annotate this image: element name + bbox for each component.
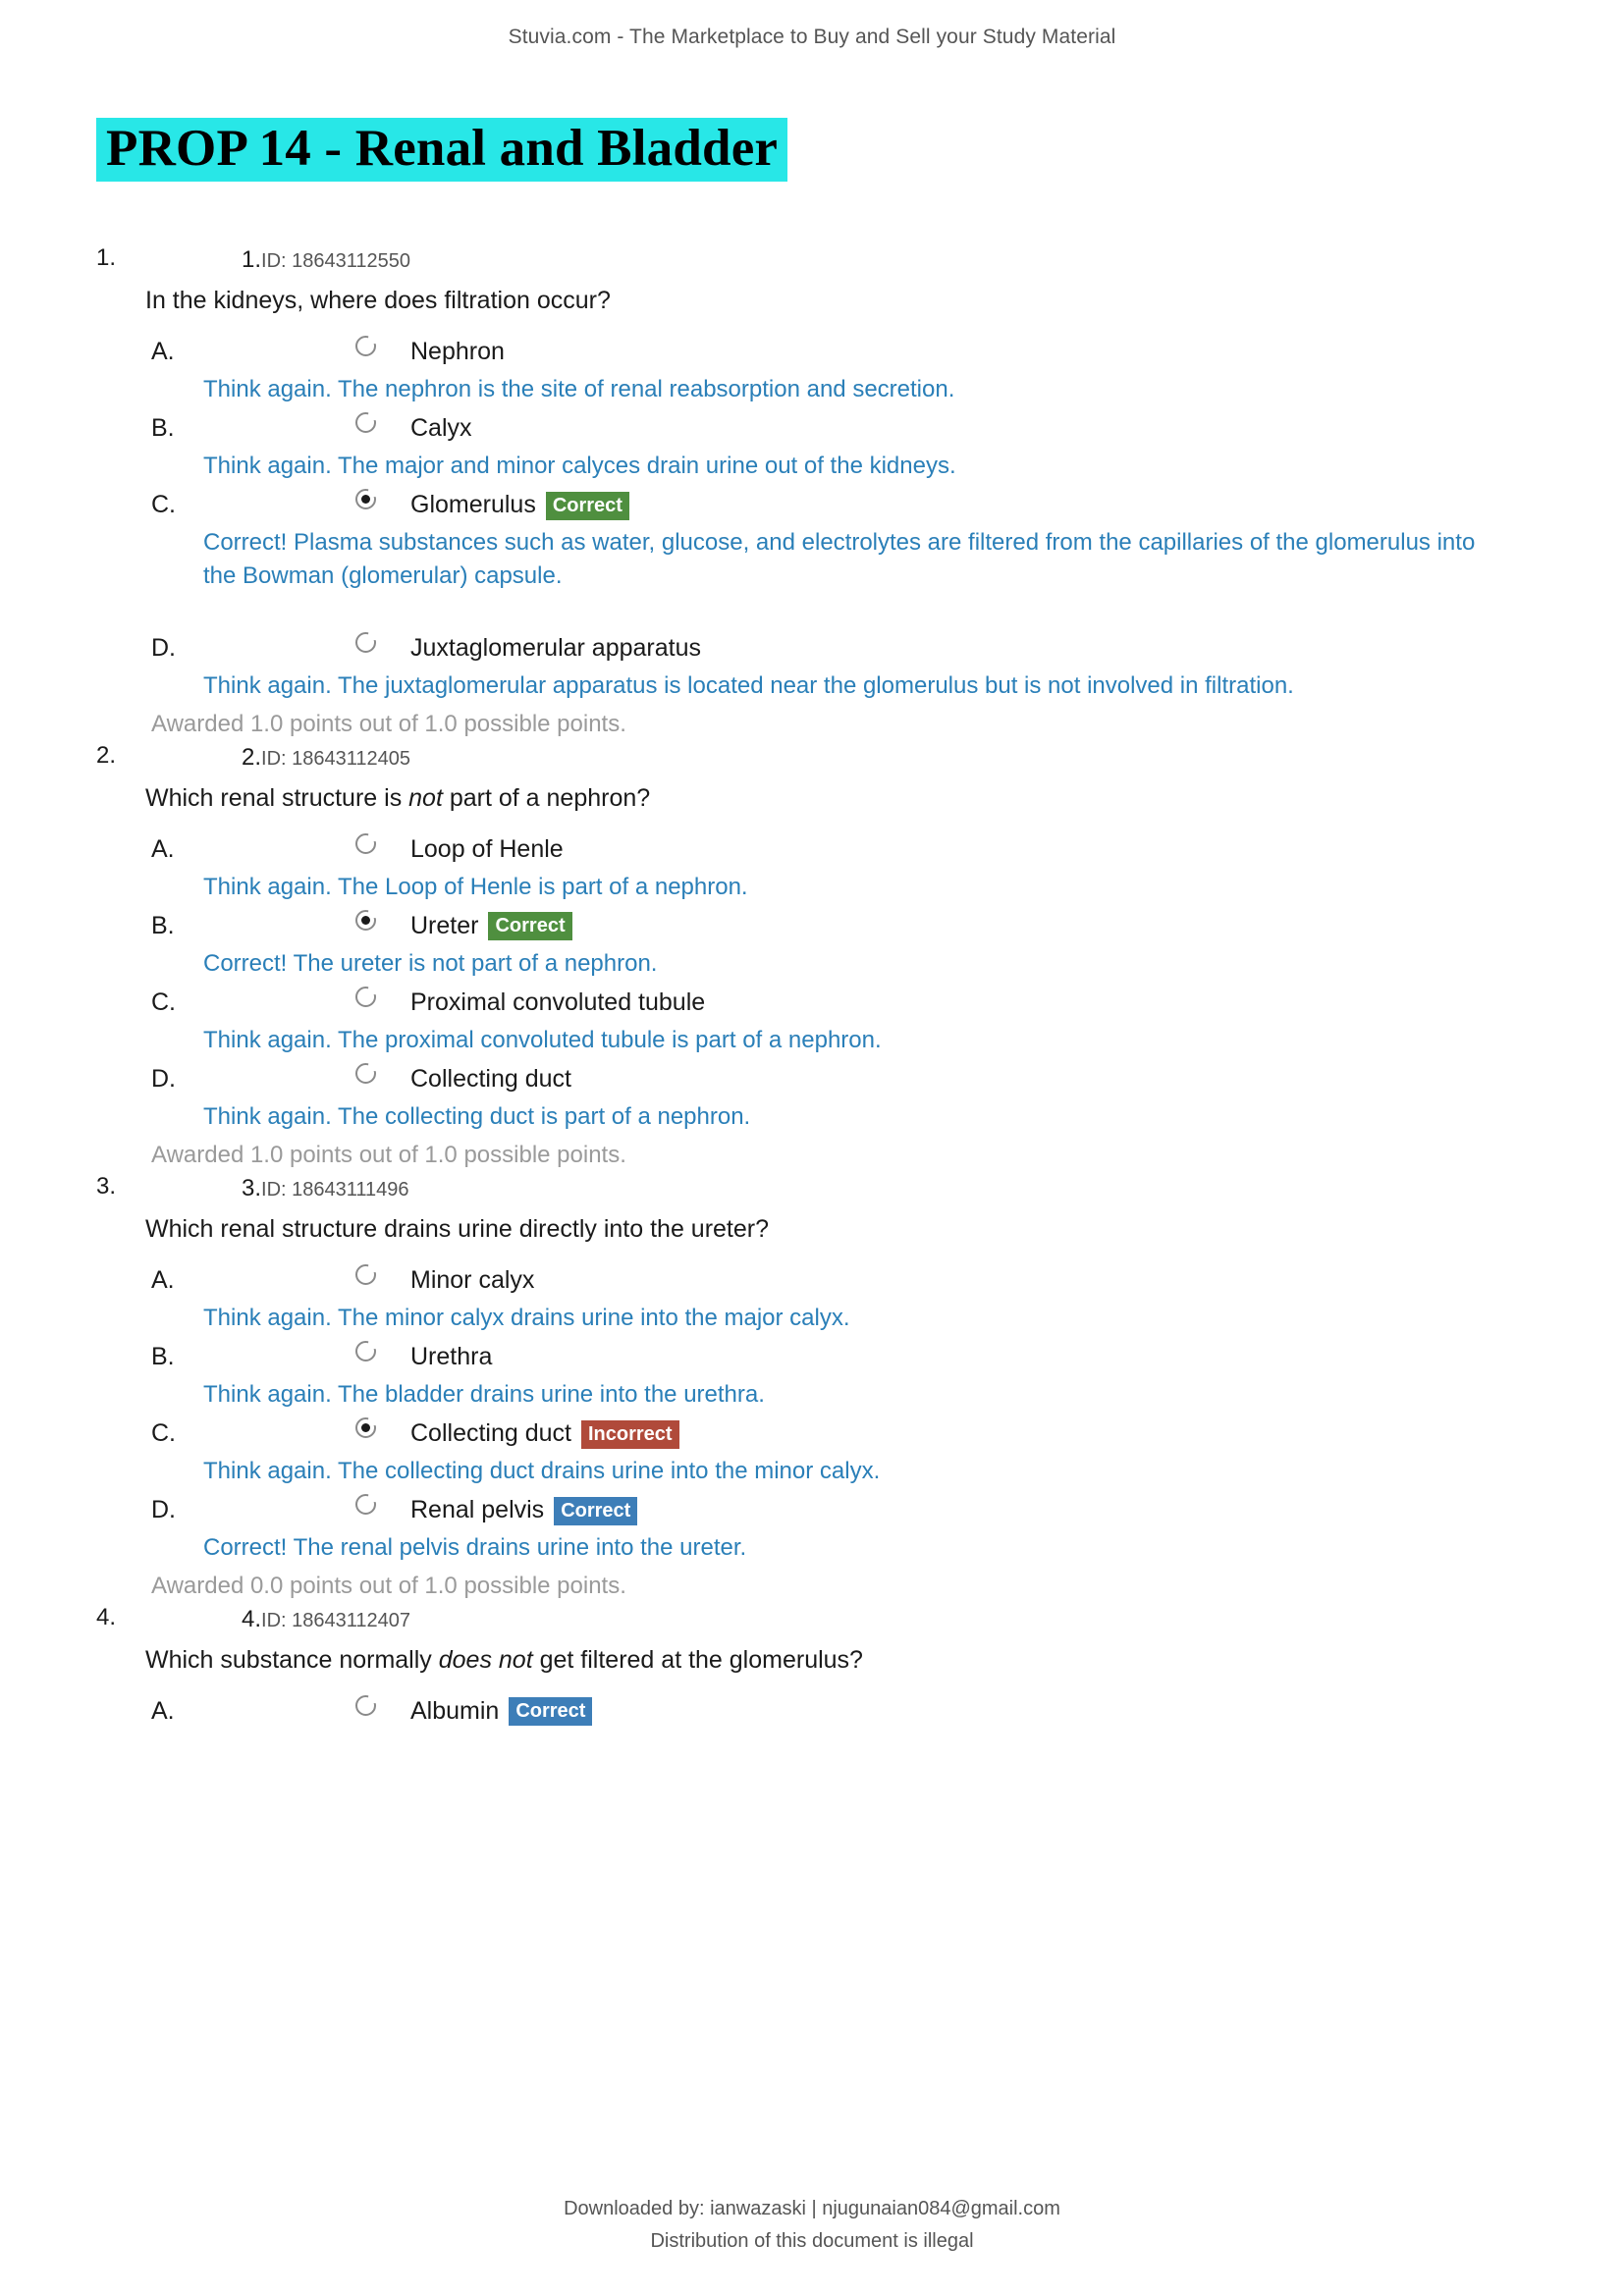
status-badge: Correct — [488, 912, 571, 940]
question-number: 4. — [242, 1606, 262, 1633]
question-id: ID: 18643111496 — [261, 1179, 409, 1201]
answer-row — [49, 330, 1526, 369]
answer-option[interactable] — [49, 981, 1526, 1020]
radio-button-icon[interactable] — [355, 833, 376, 854]
question-header — [49, 244, 1526, 276]
question-text-emphasis: does not — [438, 1645, 533, 1674]
answer-letter: D. — [151, 634, 176, 663]
answer-feedback: Correct! The renal pelvis drains urine into the ureter. — [203, 1534, 747, 1562]
answer-feedback: Think again. The nephron is the site of renal reabsorption and secretion. — [203, 376, 955, 402]
answer-letter: A. — [151, 835, 175, 864]
awarded-points: Awarded 1.0 points out of 1.0 possible points. — [151, 711, 626, 738]
question-text-post: get filtered at the glomerulus? — [532, 1645, 863, 1674]
answer-option[interactable] — [49, 1335, 1526, 1374]
answer-list — [49, 1689, 1526, 1729]
answer-feedback: Think again. The major and minor calyces drain urine out of the kidneys. — [203, 453, 956, 480]
answer-letter: B. — [151, 1343, 175, 1371]
status-badge: Correct — [546, 492, 629, 520]
answer-label: Glomerulus — [410, 491, 536, 519]
answer-letter: A. — [151, 1696, 175, 1725]
radio-button-icon[interactable] — [355, 1264, 376, 1285]
answer-label: Renal pelvis — [410, 1496, 545, 1524]
footer-downloaded-by: Downloaded by: ianwazaski | njugunaian084@gmail.com — [564, 2198, 1060, 2219]
page-title: PROP 14 - Renal and Bladder — [96, 118, 787, 182]
question-list — [49, 244, 1526, 1729]
answer-option[interactable] — [49, 904, 1526, 943]
question-text-pre: Which substance normally — [145, 1645, 439, 1674]
answer-option[interactable] — [49, 406, 1526, 446]
answer-label: Collecting duct — [410, 1419, 571, 1448]
answer-row — [49, 828, 1526, 867]
radio-button-icon[interactable] — [355, 412, 376, 433]
answer-feedback: Think again. The Loop of Henle is part of a nephron. — [203, 874, 748, 901]
answer-label: Collecting duct — [410, 1065, 571, 1094]
answer-option[interactable] — [49, 330, 1526, 369]
answer-letter: C. — [151, 988, 176, 1017]
answer-row — [49, 1335, 1526, 1374]
answer-row — [49, 904, 1526, 943]
question-text-pre: Which renal structure is — [145, 783, 409, 812]
question-id: ID: 18643112407 — [261, 1610, 410, 1632]
answer-row — [49, 1057, 1526, 1096]
answer-row — [49, 1258, 1526, 1298]
answer-feedback: Think again. The bladder drains urine into the urethra. — [203, 1381, 765, 1409]
answer-option[interactable] — [49, 1057, 1526, 1096]
question-item — [49, 1604, 1526, 1729]
question-item — [49, 742, 1526, 1169]
answer-row — [49, 981, 1526, 1020]
answer-row — [49, 406, 1526, 446]
answer-row — [49, 483, 1526, 522]
answer-label: Urethra — [410, 1343, 493, 1371]
answer-label: Ureter — [410, 912, 479, 940]
question-id: ID: 18643112405 — [261, 748, 410, 771]
answer-label: Loop of Henle — [410, 835, 564, 864]
answer-row — [49, 1488, 1526, 1527]
question-text — [49, 780, 1526, 816]
answer-letter: C. — [151, 491, 176, 519]
question-outer-number: 3. — [96, 1173, 117, 1201]
answer-feedback: Think again. The collecting duct is part of a nephron. — [203, 1103, 751, 1131]
question-outer-number: 2. — [96, 742, 117, 770]
awarded-points: Awarded 1.0 points out of 1.0 possible points. — [151, 1142, 626, 1169]
radio-button-icon[interactable] — [355, 1341, 376, 1362]
answer-feedback: Correct! The ureter is not part of a nephron. — [203, 950, 658, 978]
answer-list — [49, 828, 1526, 1134]
document-content — [0, 49, 1624, 1729]
question-header — [49, 742, 1526, 774]
status-badge: Correct — [509, 1697, 592, 1726]
answer-letter: B. — [151, 414, 175, 443]
question-item — [49, 1173, 1526, 1600]
site-header: Stuvia.com - The Marketplace to Buy and Sell your Study Material — [508, 26, 1116, 48]
answer-letter: C. — [151, 1419, 176, 1448]
answer-letter: D. — [151, 1496, 176, 1524]
question-id: ID: 18643112550 — [261, 250, 410, 273]
answer-option[interactable] — [49, 1488, 1526, 1527]
radio-button-icon-selected[interactable] — [355, 1417, 376, 1438]
spacer — [49, 593, 1526, 626]
radio-button-icon-selected[interactable] — [355, 489, 376, 509]
answer-label: Proximal convoluted tubule — [410, 988, 706, 1017]
question-text: Which renal structure drains urine directly into the ureter? — [145, 1214, 770, 1243]
answer-feedback: Think again. The collecting duct drains urine into the minor calyx. — [203, 1458, 881, 1485]
answer-list — [49, 330, 1526, 703]
question-text-emphasis: not — [408, 783, 443, 812]
footer-distribution-notice: Distribution of this document is illegal — [650, 2230, 974, 2252]
answer-label: Minor calyx — [410, 1265, 535, 1294]
question-number: 1. — [242, 246, 262, 274]
answer-row — [49, 1412, 1526, 1451]
question-text-post: part of a nephron? — [442, 783, 651, 812]
page-footer — [0, 2198, 1624, 2253]
answer-row — [49, 1689, 1526, 1729]
question-text — [49, 1642, 1526, 1678]
answer-row — [49, 626, 1526, 666]
answer-letter: A. — [151, 1265, 175, 1294]
answer-option[interactable] — [49, 1689, 1526, 1729]
answer-feedback: Think again. The minor calyx drains urine into the major calyx. — [203, 1304, 850, 1331]
question-outer-number: 4. — [96, 1604, 117, 1631]
question-text: In the kidneys, where does filtration occur? — [145, 286, 611, 314]
status-badge: Correct — [554, 1497, 637, 1525]
answer-option[interactable] — [49, 1258, 1526, 1298]
answer-letter: B. — [151, 912, 175, 940]
answer-label: Nephron — [410, 338, 505, 365]
answer-option[interactable] — [49, 483, 1526, 522]
question-number: 2. — [242, 744, 262, 772]
answer-label: Juxtaglomerular apparatus — [410, 634, 701, 663]
answer-feedback: Think again. The proximal convoluted tubule is part of a nephron. — [203, 1027, 882, 1054]
question-item — [49, 244, 1526, 738]
answer-option[interactable] — [49, 626, 1526, 666]
radio-button-icon-selected[interactable] — [355, 910, 376, 931]
answer-label: Calyx — [410, 414, 472, 443]
question-header — [49, 1173, 1526, 1204]
answer-letter: A. — [151, 338, 175, 365]
question-outer-number: 1. — [96, 244, 117, 272]
answer-letter: D. — [151, 1065, 176, 1094]
answer-option[interactable] — [49, 1412, 1526, 1451]
awarded-points: Awarded 0.0 points out of 1.0 possible points. — [151, 1573, 626, 1600]
question-header — [49, 1604, 1526, 1635]
answer-feedback: Correct! Plasma substances such as water, glucose, and electrolytes are filtered from the capillaries of the glomerulus into the Bowman (glomerular) capsule. — [203, 529, 1476, 590]
answer-feedback: Think again. The juxtaglomerular apparatus is located near the glomerulus but is not involved in filtration. — [203, 672, 1294, 700]
answer-option[interactable] — [49, 828, 1526, 867]
radio-button-icon[interactable] — [355, 1695, 376, 1716]
radio-button-icon[interactable] — [355, 336, 376, 356]
answer-list — [49, 1258, 1526, 1565]
status-badge: Incorrect — [581, 1420, 679, 1449]
answer-label: Albumin — [410, 1696, 500, 1725]
question-number: 3. — [242, 1175, 262, 1202]
